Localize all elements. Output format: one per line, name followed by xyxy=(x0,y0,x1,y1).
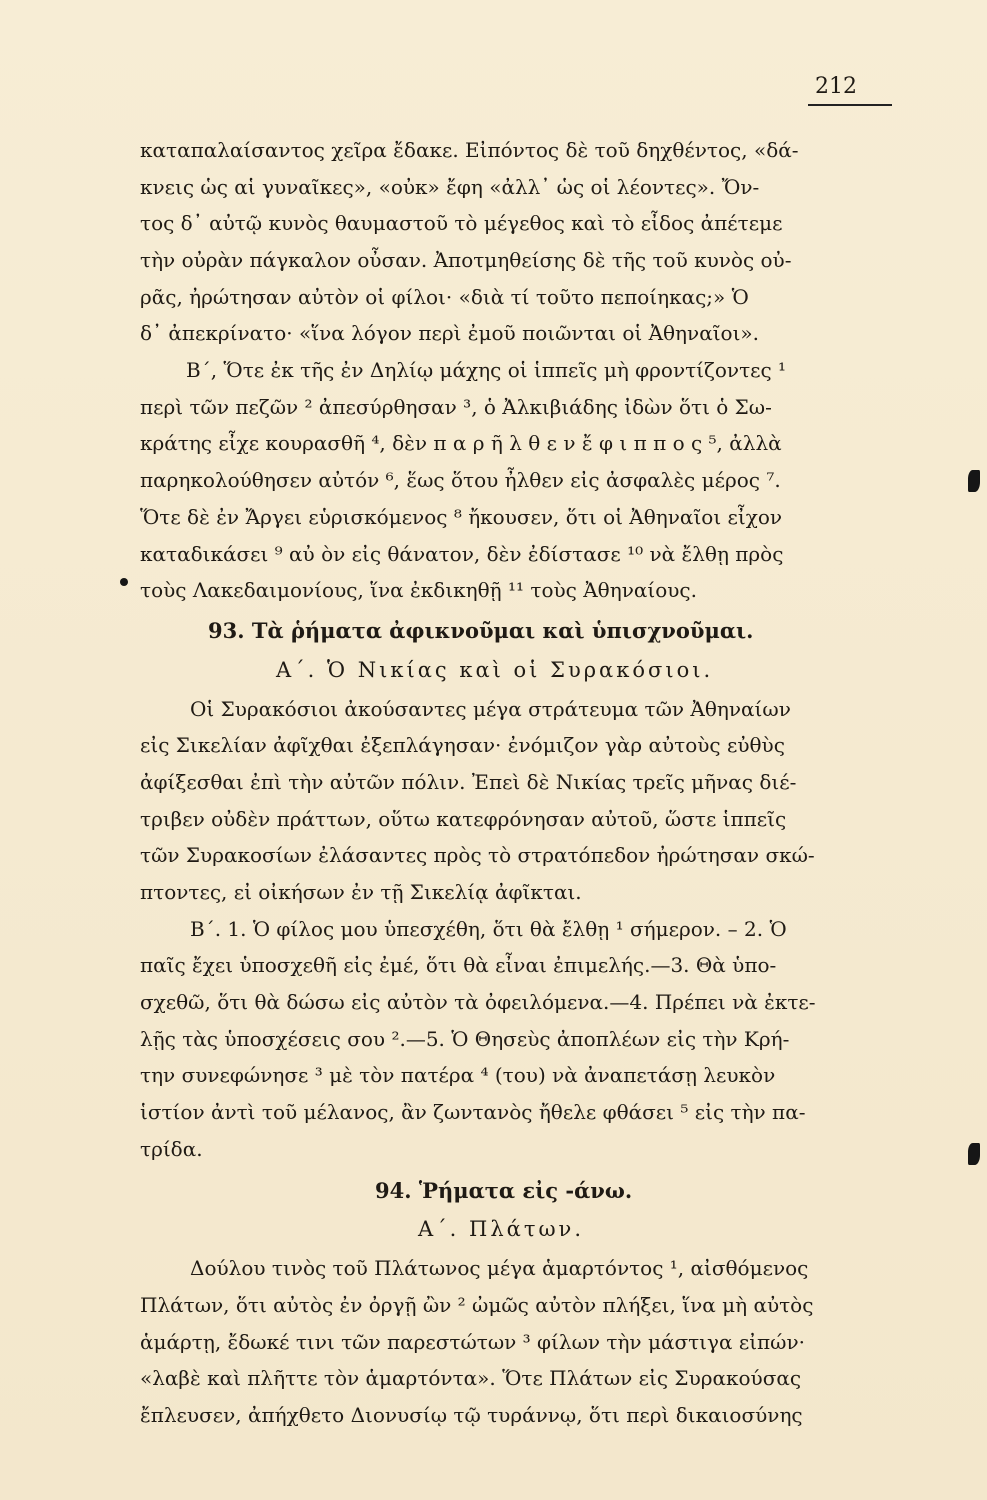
page-number: 212 xyxy=(815,74,857,99)
ink-mark xyxy=(968,470,980,492)
book-page: 212 καταπαλαίσαντος χεῖρα ἔδακε. Εἰπόντος δὲ τοῦ δηχθέντος, «δά- κνεις ὡς αἱ γυναῖκες», «οὐκ» ἔφη «ἀλλ᾽ ὡς οἱ λέοντες». Ὄν- τος δ᾽ αὐτῷ κυνὸς θαυμαστοῦ τὸ μέγεθος καὶ τὸ εἶδος ἀπέτεμε τὴν οὐρὰν πάγκαλον οὖσαν. Ἀποτμηθείσης δὲ τῆς τοῦ κυνὸς οὐ- ρᾶς, ἠρώτησαν αὐτὸν οἱ φίλοι· «διὰ τί τοῦτο πεποίηκας;» Ὁ δ᾽ ἀπεκρίνατο· «ἵνα λόγον περὶ ἐμοῦ ποιῶνται οἱ Ἀθηναῖοι». Β΄, Ὅτε ἐκ τῆς ἐν Δηλίῳ μάχης οἱ ἱππεῖς μὴ φροντίζοντες ¹ περὶ τῶν πεζῶν ² ἀπεσύρθησαν ³, ὁ Ἀλκιβιάδης ἰδὼν ὅτι ὁ Σω- κράτης εἶχε κουρασθῆ ⁴, δὲν π α ρ ῆ λ θ ε ν ἔ φ ι π π ο ς ⁵, ἀλλὰ παρηκολούθησεν αὐτόν ⁶, ἕως ὅτου ἦλθεν εἰς ἀσφαλὲς μέρος ⁷. Ὅτε δὲ ἐν Ἄργει εὑρισκόμενος ⁸ ἤκουσεν, ὅτι οἱ Ἀθηναῖοι εἶχον καταδικάσει ⁹ αὐ ὸν εἰς θάνατον, δὲν ἐδίστασε ¹⁰ νὰ ἔλθῃ πρὸς τοὺς Λακεδαιμονίους, ἵνα ἐκδικηθῇ ¹¹ τοὺς Ἀθηναίους. 93. Τὰ ῥήματα ἀφικνοῦμαι καὶ ὑπισχνοῦμαι. Α΄. Ὁ Νικίας καὶ οἱ Συρακόσιοι. Οἱ Συρακόσιοι ἀκούσαντες μέγα στράτευμα τῶν Ἀθηναίων εἰς Σικελίαν ἀφῖχθαι ἐξεπλάγησαν· ἐνόμιζον γὰρ αὐτοὺς εὐθὺς ἀφίξεσθαι ἐπὶ τὴν αὐτῶν πόλιν. Ἐπεὶ δὲ Νικίας τρεῖς μῆνας διέ- τριβεν οὐδὲν πράττων, οὕτω κατεφρόνησαν αὐτοῦ, ὥστε ἱππεῖς τῶν Συρακοσίων ἐλάσαντες πρὸς τὸ στρατόπεδον ἠρώτησαν σκώ- πτοντες, εἰ οἰκήσων ἐν τῇ Σικελίᾳ ἀφῖκται. Β΄. 1. Ὁ φίλος μου ὑπεσχέθη, ὅτι θὰ ἔλθῃ ¹ σήμερον. – 2. Ὁ παῖς ἔχει ὑποσχεθῆ εἰς ἐμέ, ὅτι θὰ εἶναι ἐπιμελής.—3. Θὰ ὑπο- σχεθῶ, ὅτι θὰ δώσω εἰς αὐτὸν τὰ ὀφειλόμενα.—4. Πρέπει νὰ ἐκτε- λῇς τὰς ὑποσχέσεις σου ².—5. Ὁ Θησεὺς ἀποπλέων εἰς τὴν Κρή- την συνεφώνησε ³ μὲ τὸν πατέρα ⁴ (του) νὰ ἀναπετάσῃ λευκὸν ἱστίον ἀντὶ τοῦ μέλανος, ἂν ζωντανὸς ἤθελε φθάσει ⁵ εἰς τὴν πα- τρίδα. 94. Ῥήματα εἰς -άνω. Α΄. Πλάτων. Δούλου τινὸς τοῦ Πλάτωνος μέγα ἁμαρτόντος ¹, αἰσθόμενος Πλάτων, ὅτι αὐτὸς ἐν ὀργῇ ὢν ² ὠμῶς αὐτὸν πλήξει, ἵνα μὴ αὐτὸς ἁμάρτῃ, ἔδωκέ τινι τῶν παρεστώτων ³ φίλων τὴν μάστιγα εἰπών· «λαβὲ καὶ πλῆττε τὸν ἁμαρτόντα». Ὅτε Πλάτων εἰς Συρακούσας ἔπλευσεν, ἀπήχθετο Διονυσίῳ τῷ τυράννῳ, ὅτι περὶ δικαιοσύνης xyxy=(0,0,987,1500)
page-number-rule xyxy=(808,104,892,106)
ink-mark xyxy=(968,1143,980,1165)
ink-mark xyxy=(120,578,128,586)
